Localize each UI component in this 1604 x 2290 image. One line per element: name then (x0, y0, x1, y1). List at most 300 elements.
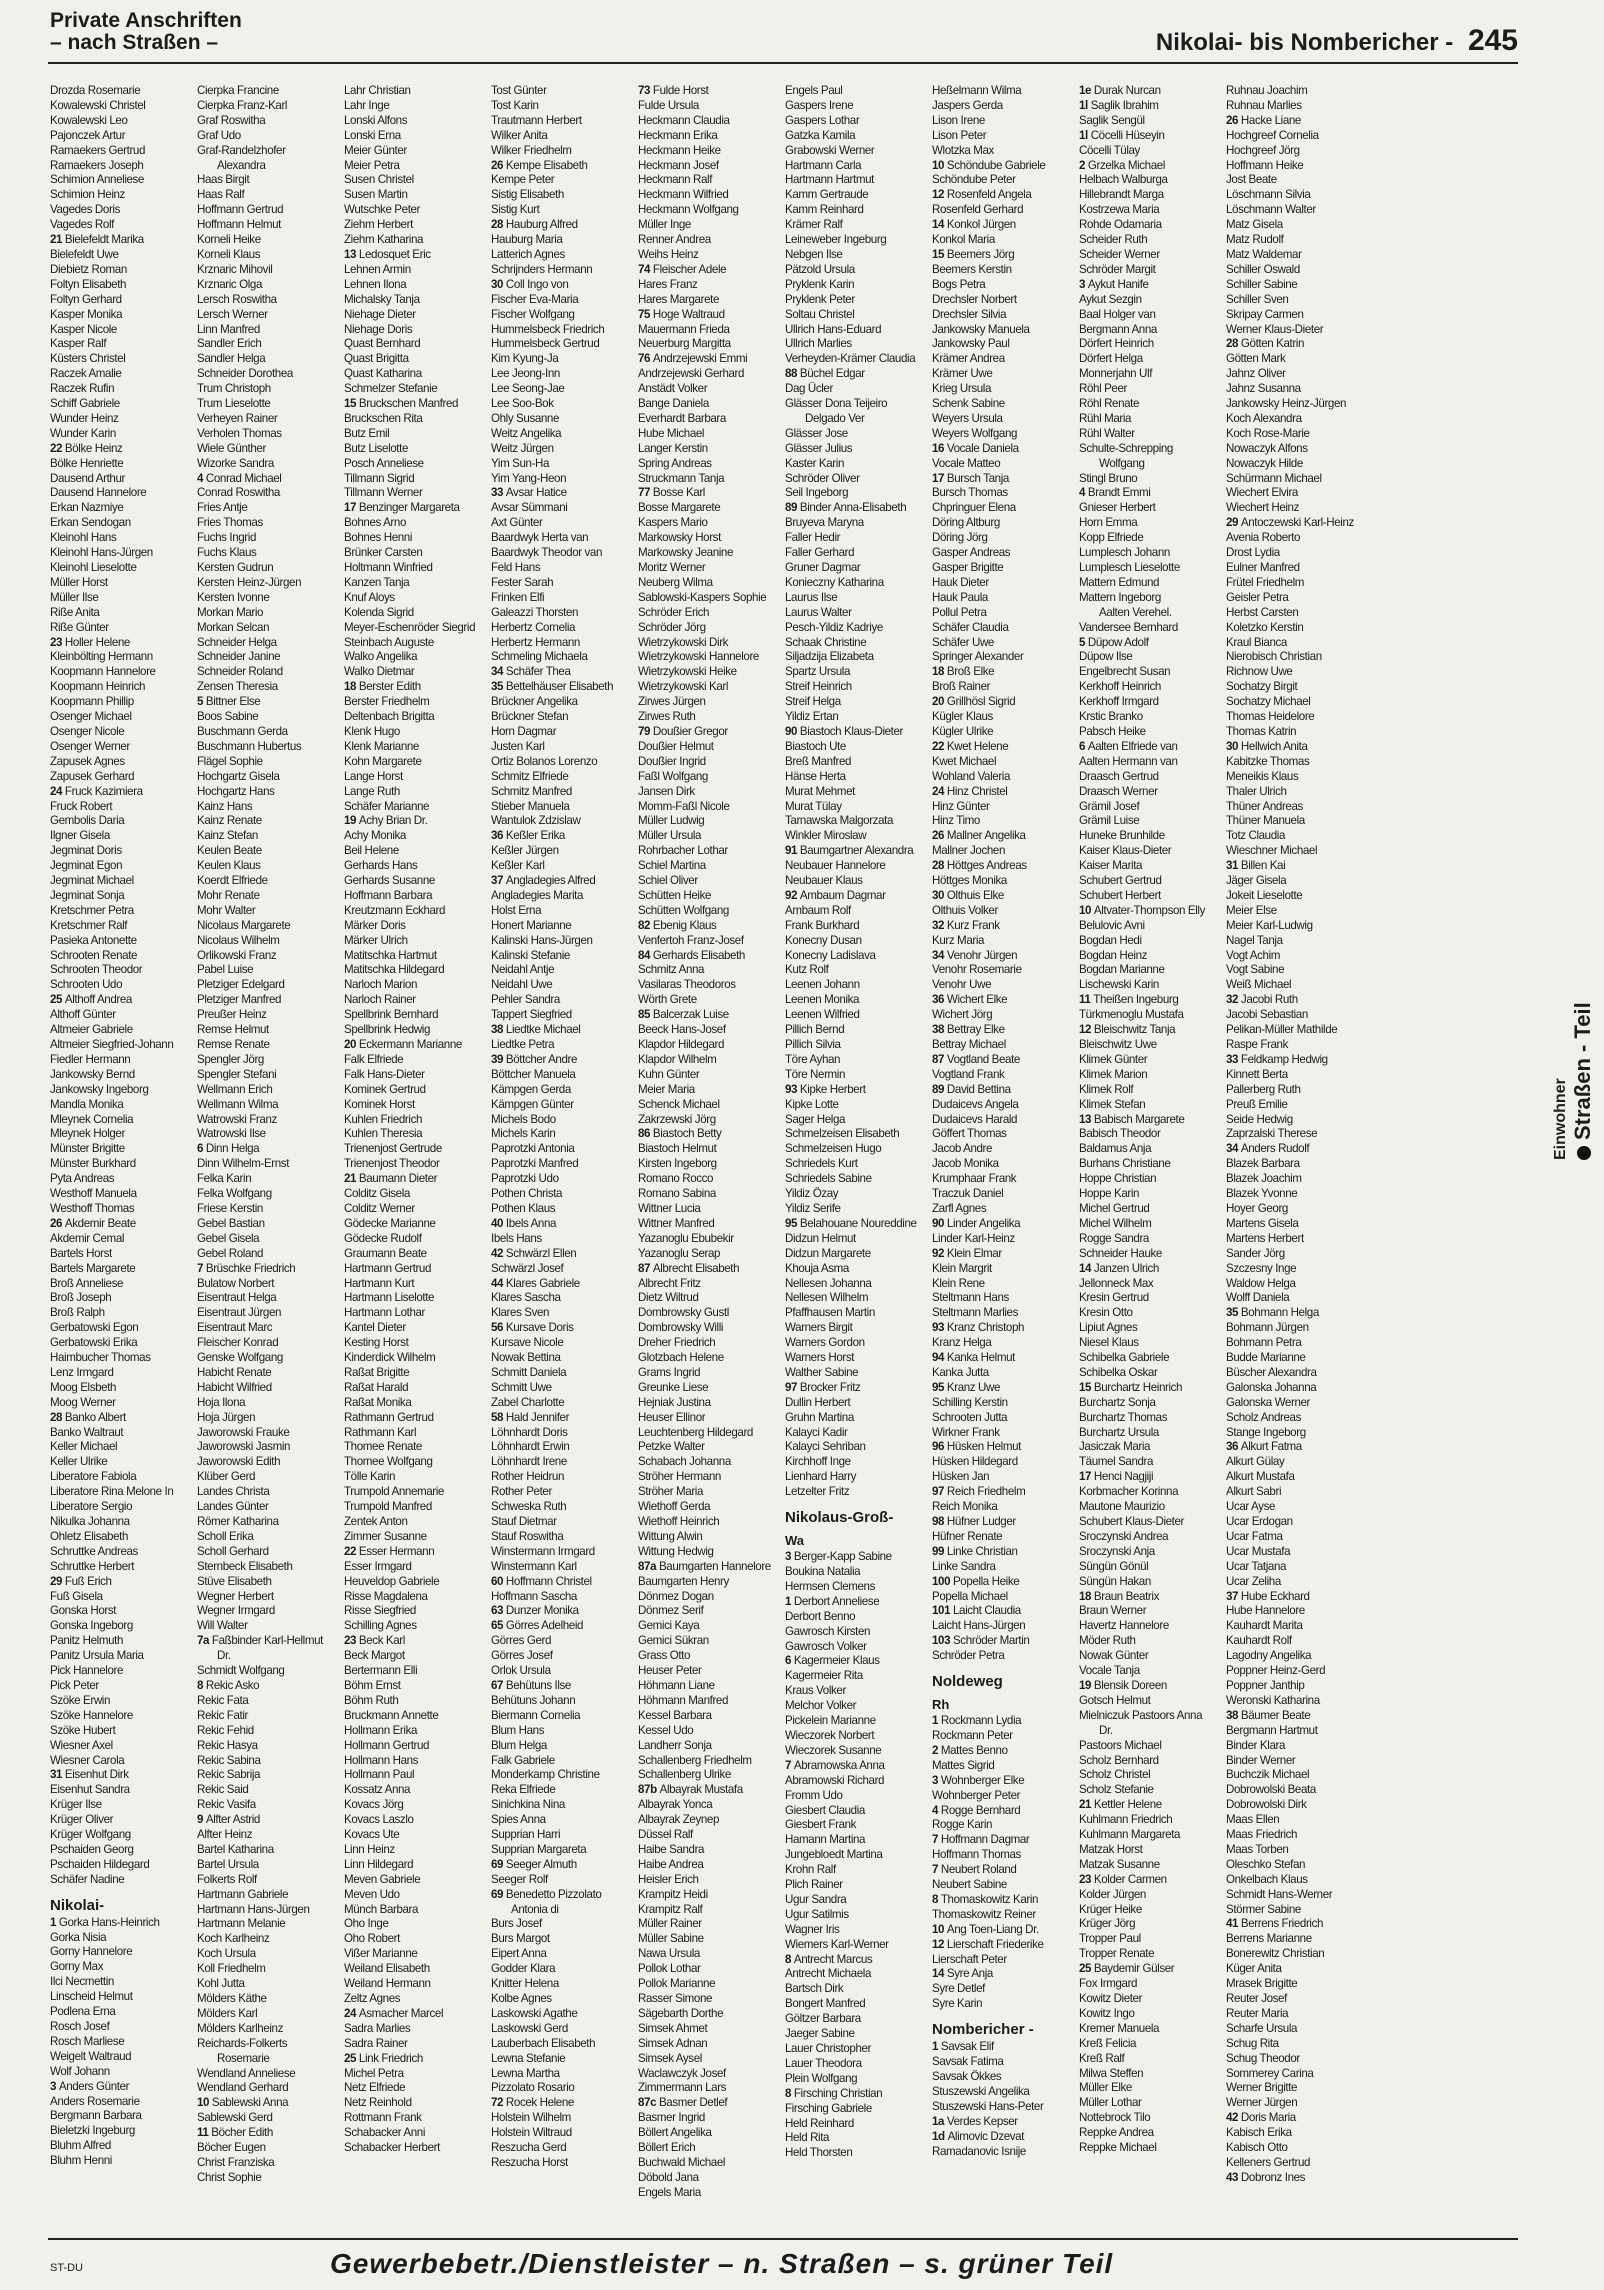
resident-entry: Friese Kerstin (197, 1201, 263, 1215)
resident-entry: Heßelmann Wilma (932, 84, 1022, 97)
resident-entry: 1l Cöcelli Hüseyin (1079, 128, 1165, 142)
resident-entry: Schenk Sabine (932, 397, 1005, 411)
resident-entry: Burs Margot (491, 1932, 550, 1946)
resident-entry: Fiedler Hermann (50, 1052, 131, 1066)
resident-entry: 1l Saglik Ibrahim (1079, 98, 1159, 112)
resident-entry: Graumann Beate (344, 1246, 427, 1260)
house-number: 26 (932, 829, 947, 843)
resident-entry: Schabach Johanna (638, 1455, 731, 1469)
resident-entry: Kresin Gertrud (1079, 1291, 1149, 1305)
resident-entry: 40 Ibels Anna (491, 1216, 557, 1230)
resident-entry: Simsek Ahmet (638, 2021, 708, 2035)
resident-entry: Walther Sabine (785, 1365, 859, 1379)
resident-entry: Klares Sascha (491, 1291, 561, 1305)
house-number: 16 (932, 441, 947, 455)
house-number: 5 (1079, 635, 1088, 649)
resident-entry: Koerdt Elfriede (197, 874, 268, 888)
resident-entry: Binder Werner (1226, 1753, 1296, 1767)
resident-entry: Bongert Manfred (785, 1997, 866, 2011)
resident-entry: Traczuk Daniel (932, 1187, 1004, 1201)
resident-entry: 20 Grillhösl Sigrid (932, 695, 1016, 709)
resident-entry: Wegner Herbert (197, 1589, 274, 1603)
house-number: 67 (491, 1678, 506, 1692)
resident-entry: Kantel Dieter (344, 1321, 406, 1335)
resident-entry: Schneider Janine (197, 650, 281, 664)
resident-entry: Pillich Bernd (785, 1023, 845, 1037)
resident-entry: Krüger Jörg (1079, 1917, 1136, 1931)
resident-entry: Schrooten Jutta (932, 1410, 1008, 1424)
resident-entry: 95 Kranz Uwe (932, 1380, 1001, 1394)
resident-entry: Knitter Helena (491, 1977, 559, 1991)
house-number: 28 (1226, 337, 1241, 351)
resident-entry: Neuerburg Margitta (638, 337, 731, 351)
house-number: 18 (1079, 1589, 1094, 1603)
resident-entry: Paprotzki Udo (491, 1172, 559, 1186)
resident-entry: Tappert Siegfried (491, 1008, 572, 1022)
house-number: 28 (932, 859, 947, 873)
resident-entry: Hollmann Erika (344, 1723, 418, 1737)
district-code: Rh (932, 1697, 950, 1713)
resident-entry: Quast Katharina (344, 367, 422, 381)
resident-entry: Märker Ulrich (344, 933, 408, 947)
resident-entry: 22 Bölke Heinz (50, 441, 123, 455)
resident-entry: Tost Karin (491, 98, 539, 112)
resident-entry: Koll Friedhelm (197, 1962, 266, 1976)
resident-entry: Baal Holger van (1079, 307, 1156, 321)
resident-entry: Scholl Erika (197, 1529, 254, 1543)
resident-entry: Berster Friedhelm (344, 695, 430, 709)
resident-entry: Kutz Rolf (785, 963, 829, 977)
resident-entry: Krämer Andrea (932, 352, 1005, 366)
footer-banner: Gewerbebetr./Dienstleister – n. Straßen – s. grüner Teil (330, 2248, 1114, 2279)
resident-entry: Löschmann Walter (1226, 203, 1316, 217)
resident-entry: Folkerts Rolf (197, 1872, 257, 1886)
house-number: 25 (50, 993, 65, 1007)
resident-entry: Bulatow Norbert (197, 1276, 275, 1290)
resident-entry: Haibe Sandra (638, 1842, 705, 1856)
house-number: 38 (932, 1023, 947, 1037)
resident-entry: Ziehm Herbert (344, 218, 413, 232)
resident-entry: Wörth Grete (638, 993, 697, 1007)
resident-entry: 1 Rockmann Lydia (932, 1714, 1022, 1728)
resident-entry: Yim Sun-Ha (491, 456, 550, 470)
resident-entry: Drost Lydia (1226, 546, 1280, 560)
resident-entry: Gorka Nisia (50, 1930, 107, 1944)
resident-entry: Alkurt Sabri (1226, 1485, 1282, 1499)
resident-entry: 14 Konkol Jürgen (932, 218, 1016, 232)
resident-entry: Schug Theodor (1226, 2051, 1300, 2065)
resident-entry: Kowitz Dieter (1079, 1992, 1143, 2005)
resident-entry: Draasch Gertrud (1079, 769, 1159, 783)
resident-entry: Bergmann Hartmut (1226, 1723, 1318, 1737)
resident-entry: Koopmann Phillip (50, 695, 134, 709)
resident-entry: 23 Kolder Carmen (1079, 1872, 1167, 1886)
resident-entry: Matitschka Hartmut (344, 948, 437, 962)
resident-entry: Boos Sabine (197, 710, 259, 724)
resident-entry: Klares Sven (491, 1306, 550, 1320)
resident-entry: Döring Altburg (932, 516, 1000, 530)
resident-entry: Streif Helga (785, 695, 841, 709)
resident-entry: Jankowsky Paul (932, 337, 1010, 351)
house-number: 20 (932, 695, 947, 709)
resident-entry: Brückner Angelika (491, 695, 578, 709)
resident-entry: 99 Linke Christian (932, 1544, 1018, 1558)
resident-entry: Braun Werner (1079, 1604, 1147, 1618)
resident-entry: Totz Claudia (1226, 829, 1285, 843)
resident-entry: Kessel Udo (638, 1723, 694, 1737)
house-number: 1 (932, 1714, 941, 1728)
resident-entry: Höttges Monika (932, 874, 1007, 888)
resident-entry: Syre Detlef (932, 1982, 985, 1996)
resident-entry: Kreutzmann Eckhard (344, 903, 446, 917)
resident-entry: Wittung Alwin (638, 1529, 703, 1543)
directory-column (1079, 84, 1226, 2212)
resident-entry: Gruner Dagmar (785, 561, 861, 574)
resident-entry: Ullrich Hans-Eduard (785, 322, 882, 336)
resident-entry: Pillich Silvia (785, 1038, 841, 1051)
resident-entry: Wutschke Peter (344, 203, 421, 217)
resident-entry: Drechsler Silvia (932, 307, 1007, 321)
resident-entry: Heisler Erich (638, 1872, 699, 1886)
resident-entry: Tillmann Werner (344, 486, 423, 500)
resident-entry: Bartsch Dirk (785, 1982, 844, 1996)
resident-entry: Baardwyk Herta van (491, 531, 589, 545)
house-number: 24 (344, 2006, 359, 2020)
resident-entry: Ucar Mustafa (1226, 1544, 1291, 1558)
resident-entry: 18 Broß Elke (932, 665, 995, 679)
resident-entry: Liberatore Sergio (50, 1500, 133, 1514)
side-label-line2: Straßen - Teil (1570, 1002, 1595, 1140)
resident-entry: Watrowski Ilse (197, 1127, 266, 1141)
footer-rule (48, 2238, 1518, 2240)
resident-entry: Bluhm Henni (50, 2154, 112, 2168)
resident-entry: Pyta Andreas (50, 1172, 115, 1186)
resident-entry: Ruhnau Marlies (1226, 98, 1302, 112)
resident-entry: 98 Hüfner Ludger (932, 1515, 1016, 1528)
resident-entry: Raczek Amalie (50, 367, 122, 381)
resident-entry: Koch Ursula (197, 1947, 256, 1961)
resident-entry: Sager Helga (785, 1112, 846, 1126)
resident-entry: Krampitz Heidi (638, 1887, 708, 1901)
resident-entry: Böttcher Manuela (491, 1067, 576, 1081)
resident-entry: Weitz Angelika (491, 426, 562, 440)
resident-entry: Weihs Heinz (638, 247, 699, 261)
resident-entry: Klimek Günter (1079, 1052, 1148, 1066)
house-number: 89 (785, 501, 800, 515)
resident-entry: Didzun Helmut (785, 1231, 856, 1245)
resident-entry: Reszucha Gerd (491, 2141, 567, 2155)
house-number: 5 (197, 695, 206, 709)
resident-entry: Gödecke Rudolf (344, 1231, 422, 1245)
house-number: 75 (638, 307, 653, 321)
resident-entry: Jaeger Sabine (785, 2027, 855, 2041)
resident-entry: Gonska Horst (50, 1604, 117, 1618)
resident-entry: 92 Ambaum Dagmar (785, 888, 886, 902)
resident-entry: Bogs Petra (932, 277, 986, 291)
resident-entry: Dobrowolski Beata (1226, 1783, 1316, 1797)
section-title (50, 10, 242, 54)
resident-entry: Zaprzalski Therese (1226, 1127, 1318, 1141)
resident-entry: Neubauer Klaus (785, 874, 863, 888)
resident-entry: Siljadzija Elizabeta (785, 650, 874, 664)
resident-entry: 19 Achy Brian Dr. (344, 814, 428, 828)
resident-entry: Seil Ingeborg (785, 486, 849, 500)
resident-entry: Schimion Heinz (50, 188, 125, 202)
resident-entry: Kretschmer Petra (50, 903, 134, 917)
resident-entry: Schröder Erich (638, 605, 710, 619)
resident-entry: Wittner Lucia (638, 1201, 701, 1215)
resident-entry: Reppke Michael (1079, 2141, 1157, 2155)
resident-entry: Remse Renate (197, 1038, 270, 1051)
house-number: 87 (932, 1052, 947, 1066)
resident-entry: Matzak Susanne (1079, 1857, 1160, 1871)
resident-entry: Zapusek Agnes (50, 754, 125, 768)
resident-entry: Kovacs Ute (344, 1828, 400, 1842)
resident-entry: Morkan Selcan (197, 620, 270, 634)
resident-entry: Heckmann Erika (638, 128, 718, 142)
resident-entry: 8 Thomaskowitz Karin (932, 1892, 1039, 1906)
resident-entry: Schabacker Herbert (344, 2141, 440, 2155)
street-heading: Nombericher - (932, 2021, 1034, 2039)
house-number: 86 (638, 1127, 653, 1141)
resident-entry: Höhmann Liane (638, 1678, 715, 1692)
resident-entry: Gaspers Irene (785, 98, 854, 112)
resident-entry: Erkan Nazmiye (50, 501, 124, 515)
house-number: 32 (1226, 993, 1241, 1007)
resident-entry: Winkler Miroslaw (785, 829, 867, 843)
resident-entry: 1d Alimovic Dzevat (932, 2129, 1025, 2143)
resident-entry: Döbold Jana (638, 2170, 699, 2184)
resident-entry: Kovacs Jörg (344, 1798, 404, 1812)
resident-entry: Rother Peter (491, 1485, 552, 1499)
resident-entry: 74 Fleischer Adele (638, 262, 727, 276)
resident-entry: 12 Lierschaft Friederike (932, 1937, 1044, 1951)
resident-entry: Weyers Wolfgang (932, 426, 1018, 440)
resident-entry: Meier Else (1226, 903, 1277, 917)
resident-entry: Matzak Horst (1079, 1842, 1143, 1856)
resident-entry: Fuchs Klaus (197, 546, 257, 560)
resident-entry: Michels Karin (491, 1127, 556, 1141)
resident-entry: Nicolaus Wilhelm (197, 933, 280, 947)
resident-entry: 1a Verdes Kepser (932, 2114, 1018, 2128)
house-number: 14 (932, 1967, 947, 1981)
directory-column (197, 84, 344, 2212)
resident-entry: Korneli Heike (197, 233, 261, 247)
resident-entry: Schwärzl Josef (491, 1261, 564, 1275)
resident-entry: Galeazzi Thorsten (491, 605, 579, 619)
resident-entry: Kempe Peter (491, 173, 555, 187)
resident-entry: Böhm Ernst (344, 1678, 401, 1692)
resident-entry: Löschmann Silvia (1226, 188, 1311, 202)
resident-entry: Rekic Hasya (197, 1738, 258, 1752)
house-number: 7a (197, 1634, 212, 1648)
resident-entry: Kolder Jürgen (1079, 1887, 1146, 1901)
house-number: 19 (344, 814, 359, 828)
resident-entry: Saglik Sengül (1079, 113, 1145, 127)
resident-entry: Störmer Sabine (1226, 1902, 1301, 1916)
resident-entry: Eisentraut Jürgen (197, 1306, 282, 1320)
resident-entry: Meven Gabriele (344, 1872, 421, 1886)
resident-entry: Gebel Roland (197, 1246, 264, 1260)
house-number: 95 (785, 1216, 800, 1230)
house-number: 37 (1226, 1589, 1241, 1603)
resident-entry: Töre Ayhan (785, 1052, 841, 1066)
resident-entry: Mattern Edmund (1079, 575, 1160, 589)
resident-entry: Pryklenk Karin (785, 277, 855, 291)
house-number: 7 (785, 1758, 794, 1772)
resident-entry: Sistig Elisabeth (491, 188, 564, 202)
resident-entry: Kuhlmann Friedrich (1079, 1813, 1173, 1827)
resident-entry: Habicht Renate (197, 1365, 272, 1379)
resident-entry: Jungebloedt Martina (785, 1848, 883, 1862)
resident-entry: Schriedels Kurt (785, 1157, 858, 1171)
resident-entry: Sandler Erich (197, 337, 262, 351)
house-number: 10 (1079, 903, 1094, 917)
resident-entry: Türkmenoglu Mustafa (1079, 1008, 1184, 1022)
resident-entry: Burchartz Thomas (1079, 1410, 1168, 1424)
resident-entry: Herbertz Cornelia (491, 620, 576, 634)
resident-entry: Bettray Michael (932, 1038, 1006, 1051)
resident-entry: Dönmez Serif (638, 1604, 704, 1618)
house-number: 30 (491, 277, 506, 291)
resident-entry: Greunke Liese (638, 1380, 709, 1394)
resident-entry: Hartmann Carla (785, 158, 862, 172)
resident-entry: Soltau Christel (785, 307, 855, 321)
house-number: 22 (50, 441, 65, 455)
resident-entry: Zimmer Susanne (344, 1529, 427, 1543)
resident-entry: Martens Gisela (1226, 1216, 1299, 1230)
resident-entry: Eisenhut Sandra (50, 1783, 130, 1797)
resident-entry: 97 Brocker Fritz (785, 1380, 861, 1394)
resident-entry: Spies Anna (491, 1813, 546, 1827)
resident-entry: Petzke Walter (638, 1440, 705, 1454)
resident-entry: Holtmann Winfried (344, 561, 433, 574)
resident-entry: Helbach Walburga (1079, 173, 1168, 187)
resident-entry: Venfertoh Franz-Josef (638, 933, 744, 947)
resident-entry: Lenz Irmgard (50, 1365, 114, 1379)
resident-entry: Wizorke Sandra (197, 456, 274, 470)
resident-entry: Blazek Joachim (1226, 1172, 1302, 1186)
house-number: 8 (785, 2086, 794, 2100)
directory-column (932, 84, 1079, 2212)
resident-entry: Pajonczek Artur (50, 128, 126, 142)
resident-entry: 9 Alfter Astrid (197, 1813, 260, 1827)
section-title-line1: Private Anschriften (50, 9, 242, 32)
resident-entry: Klenk Marianne (344, 739, 419, 753)
resident-entry: 25 Link Friedrich (344, 2051, 423, 2065)
resident-entry: Nowaczyk Hilde (1226, 456, 1303, 470)
resident-entry: Jankowsky Bernd (50, 1067, 135, 1081)
resident-entry: 31 Eisenhut Dirk (50, 1768, 129, 1782)
resident-entry: Engelbrecht Susan (1079, 665, 1171, 679)
resident-entry: Kraus Volker (785, 1684, 846, 1698)
resident-entry: 95 Belahouane Noureddine (785, 1216, 917, 1230)
resident-entry: Bogdan Marianne (1079, 963, 1165, 977)
resident-entry: Schröder Petra (932, 1649, 1005, 1663)
resident-entry: Kowalewski Leo (50, 113, 128, 127)
resident-entry: Koch Karlheinz (197, 1932, 270, 1946)
resident-entry: Warners Horst (785, 1351, 855, 1365)
resident-entry: 65 Görres Adelheid (491, 1619, 584, 1633)
resident-entry: Bruckmann Annette (344, 1708, 439, 1722)
resident-entry: Keßler Jürgen (491, 844, 559, 858)
resident-entry: Ortiz Bolanos Lorenzo (491, 754, 598, 768)
resident-entry: Broß Ralph (50, 1306, 105, 1320)
resident-entry: Mattes Sigrid (932, 1758, 995, 1772)
house-number: 44 (491, 1276, 506, 1290)
resident-entry: Gatzka Kamila (785, 128, 856, 142)
resident-entry: Dausend Arthur (50, 471, 125, 485)
resident-entry: 82 Ebenig Klaus (638, 918, 717, 932)
resident-entry: Schiller Sabine (1226, 277, 1298, 291)
house-number: 34 (932, 948, 947, 962)
resident-entry: Hochgreef Jörg (1226, 143, 1300, 157)
resident-entry: Firsching Gabriele (785, 2101, 872, 2115)
resident-entry: Pastoors Michael (1079, 1738, 1162, 1752)
resident-entry: Pabel Luise (197, 963, 254, 977)
resident-entry: Ohly Susanne (491, 411, 560, 425)
resident-entry: Schmelzeisen Hugo (785, 1142, 882, 1156)
resident-entry: Rekic Vasifa (197, 1798, 256, 1812)
house-number: 4 (932, 1803, 941, 1817)
resident-entry: Wiesner Axel (50, 1738, 113, 1752)
resident-entry: 90 Linder Angelika (932, 1216, 1021, 1230)
resident-entry: Buchczik Michael (1226, 1768, 1310, 1782)
resident-entry: Graf Roswitha (197, 113, 266, 127)
resident-entry: Rathmann Gertrud (344, 1410, 434, 1424)
resident-entry: Richnow Uwe (1226, 665, 1293, 679)
resident-entry: 30 Coll Ingo von (491, 277, 569, 291)
house-number: 79 (638, 724, 653, 738)
resident-entry: 25 Baydemir Gülser (1079, 1962, 1175, 1976)
resident-entry: 8 Firsching Christian (785, 2086, 883, 2100)
resident-entry: 17 Benzinger Margareta (344, 501, 460, 515)
resident-entry: Tölle Karin (344, 1470, 396, 1484)
resident-entry: Müller Horst (50, 575, 108, 589)
resident-entry: Pehler Sandra (491, 993, 560, 1007)
resident-entry: Kuhlen Friedrich (344, 1112, 423, 1126)
resident-entry: 34 Anders Rudolf (1226, 1142, 1310, 1156)
resident-entry: Kovacs Laszlo (344, 1813, 414, 1827)
resident-entry: Streif Heinrich (785, 680, 852, 694)
resident-entry: Röhl Peer (1079, 382, 1127, 396)
resident-entry: 11 Böcher Edith (197, 2126, 273, 2140)
resident-entry: Mielniczuk Pastoors Anna (1079, 1708, 1203, 1722)
resident-entry: Zapusek Gerhard (50, 769, 135, 783)
resident-entry: 5 Bittner Else (197, 695, 261, 709)
resident-entry: Kretschmer Ralf (50, 918, 128, 932)
resident-entry: Zimmermann Lars (638, 2081, 727, 2095)
resident-entry: 1 Savsak Elif (932, 2040, 994, 2054)
resident-entry: Röhl Renate (1079, 397, 1140, 411)
house-number: 4 (197, 471, 206, 485)
resident-entry: Nierobisch Christian (1226, 650, 1322, 664)
resident-entry: 72 Rocek Helene (491, 2096, 574, 2110)
house-number: 7 (932, 1833, 941, 1847)
resident-entry: Kaiser Marita (1079, 859, 1143, 873)
resident-entry: Hejniak Justina (638, 1395, 711, 1409)
resident-entry: Buschmann Hubertus (197, 739, 302, 753)
resident-entry: Kerkhoff Irmgard (1079, 695, 1159, 709)
resident-entry: Leuchtenberg Hildegard (638, 1425, 753, 1439)
resident-entry: Hoja Ilona (197, 1395, 246, 1409)
resident-entry: Wietrzykowski Dirk (638, 635, 729, 649)
resident-entry: Kalayci Sehriban (785, 1440, 866, 1454)
resident-entry: Stingl Bruno (1079, 471, 1138, 485)
resident-entry: Rottmann Frank (344, 2111, 422, 2125)
house-number: 69 (491, 1857, 506, 1871)
resident-entry: Remse Helmut (197, 1023, 269, 1037)
